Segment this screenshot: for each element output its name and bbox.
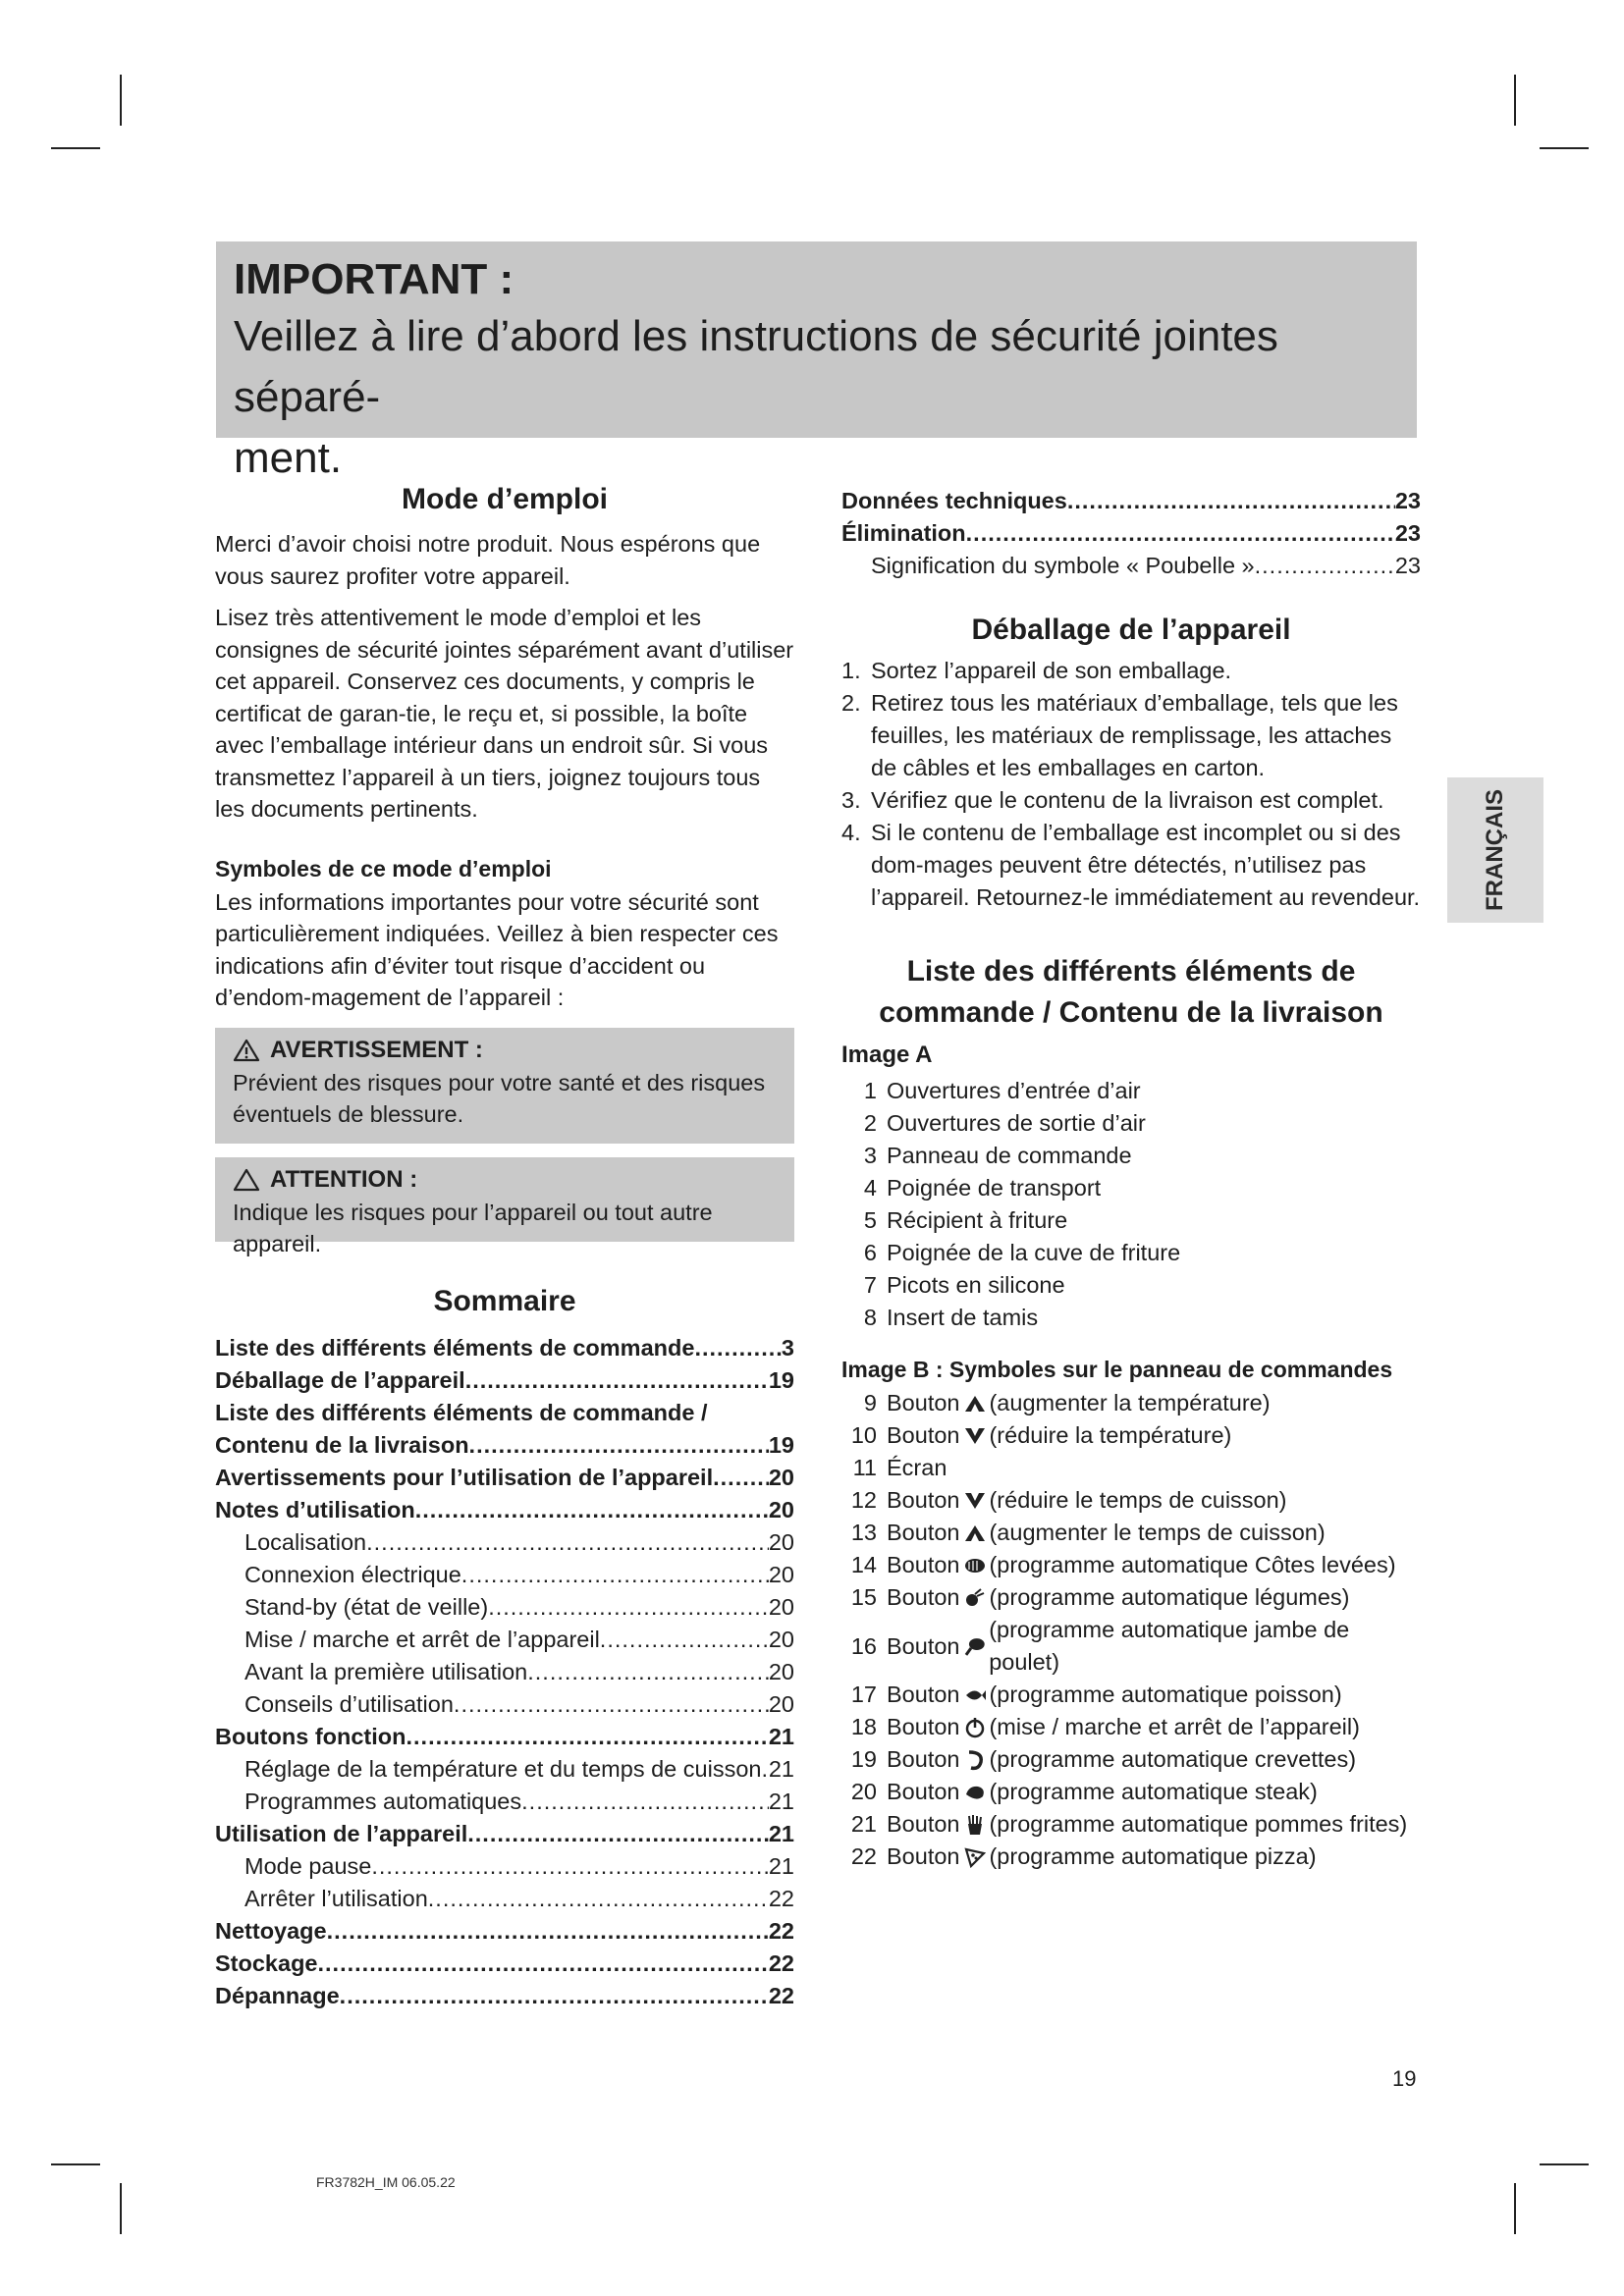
item-prefix: Bouton	[887, 1422, 960, 1448]
image-a-item	[841, 1140, 1421, 1172]
right-column	[841, 485, 1421, 1873]
item-text: (réduire la température)	[989, 1422, 1232, 1448]
item-number: 7	[863, 1272, 877, 1298]
crop-mark	[51, 147, 100, 149]
toc-entry-label: Réglage de la température et du temps de cuisson	[244, 1755, 762, 1782]
crop-mark	[1540, 147, 1589, 149]
item-prefix: Bouton	[887, 1584, 960, 1610]
toc-entry	[215, 1721, 794, 1753]
image-b-item	[841, 1679, 1421, 1711]
item-prefix: Bouton	[887, 1632, 960, 1659]
toc-entry-page: 20	[768, 1690, 794, 1717]
toc-entry-page: 20	[768, 1464, 794, 1490]
item-number: 3	[863, 1143, 877, 1168]
image-a-list	[841, 1075, 1421, 1334]
toc-dot-leader	[713, 1462, 769, 1494]
item-number: 12	[850, 1487, 877, 1513]
image-a-item	[841, 1204, 1421, 1237]
toc-entry-page: 21	[768, 1723, 794, 1749]
image-b-list	[841, 1387, 1421, 1873]
toc-entry-label: Dépannage	[215, 1982, 340, 2008]
toc-entry-label: Notes d’utilisation	[215, 1496, 415, 1522]
toc-dot-leader	[318, 1948, 769, 1980]
toc-entry	[215, 1591, 794, 1624]
toc-dot-leader	[467, 1818, 769, 1850]
item-text: (programme automatique jambe de poulet)	[989, 1617, 1350, 1675]
toc-dot-leader	[966, 517, 1395, 550]
image-a-item	[841, 1075, 1421, 1107]
toc-entry-page: 23	[1394, 488, 1421, 513]
toc-entry-page: 20	[768, 1496, 794, 1522]
item-number: 20	[850, 1779, 877, 1804]
toc-entry	[215, 1559, 794, 1591]
image-a-label: Image A	[841, 1041, 933, 1068]
symbols-paragraph: Les informations importantes pour votre sécurité sont particulièrement indiquées. Veillez à bien respecter ces indications afin d’éviter tout risque d’accident ou d’endom-magement de l’appareil :	[215, 888, 779, 1010]
toc-entry	[215, 1883, 794, 1915]
crop-mark	[120, 2183, 122, 2234]
item-prefix: Bouton	[887, 1811, 960, 1837]
image-b-item	[841, 1452, 1421, 1484]
toc-dot-leader	[1255, 550, 1395, 582]
item-number: 15	[850, 1584, 877, 1610]
toc-entry-label: Liste des différents éléments de commande	[215, 1334, 695, 1361]
arrow-down-icon	[963, 1424, 987, 1448]
arrow-down-icon	[963, 1489, 987, 1513]
item-number: 2	[863, 1110, 877, 1136]
toc-entry	[215, 1397, 794, 1429]
crop-mark	[120, 75, 122, 126]
fries-icon	[963, 1813, 987, 1837]
toc-entry	[215, 1429, 794, 1462]
unpacking-step	[841, 817, 1421, 914]
language-tab-label: FRANÇAIS	[1482, 789, 1508, 911]
item-number: 8	[863, 1305, 877, 1330]
toc-entry	[215, 1915, 794, 1948]
toc-entry	[215, 1364, 794, 1397]
toc-dot-leader	[371, 1850, 769, 1883]
item-number: 6	[863, 1240, 877, 1265]
item-text: (programme automatique pommes frites)	[989, 1811, 1408, 1837]
toc-dot-leader	[465, 1364, 769, 1397]
toc-entry-page: 23	[1394, 520, 1421, 546]
steak-icon	[963, 1781, 987, 1804]
image-b-item	[841, 1841, 1421, 1873]
shrimp-icon	[963, 1748, 987, 1772]
item-prefix: Bouton	[887, 1779, 960, 1804]
symbols-heading: Symboles de ce mode d’emploi	[215, 855, 552, 881]
toc-dot-leader	[415, 1494, 769, 1526]
item-text: (réduire le temps de cuisson)	[989, 1487, 1287, 1513]
item-number: 21	[850, 1811, 877, 1837]
item-number: 16	[850, 1632, 877, 1659]
left-column	[215, 481, 794, 2012]
step-text: Si le contenu de l’emballage est incomplet ou si des dom-mages peuvent être détectés, n’utilisez pas l’appareil. Retournez-le immédiatement au revendeur.	[871, 820, 1421, 910]
important-title: IMPORTANT :	[234, 255, 514, 303]
unpacking-step	[841, 784, 1421, 817]
toc-dot-leader	[366, 1526, 769, 1559]
important-line-1: Veillez à lire d’abord les instructions de sécurité jointes séparé-	[234, 312, 1278, 421]
item-number: 11	[852, 1455, 877, 1480]
item-number: 10	[850, 1422, 877, 1448]
caution-text: Indique les risques pour l’appareil ou tout autre appareil.	[233, 1199, 713, 1256]
toc-entry	[215, 1624, 794, 1656]
item-text: Panneau de commande	[887, 1143, 1132, 1168]
toc-dot-leader	[327, 1915, 769, 1948]
toc-entry-page: 19	[768, 1431, 794, 1458]
toc-entry-label: Boutons fonction	[215, 1723, 406, 1749]
caution-title-row	[233, 1163, 777, 1197]
item-number: 17	[850, 1682, 877, 1707]
important-banner	[216, 241, 1417, 482]
image-b-item	[841, 1581, 1421, 1614]
item-number: 13	[850, 1520, 877, 1545]
item-text: (augmenter le temps de cuisson)	[989, 1520, 1326, 1545]
item-prefix: Bouton	[887, 1520, 960, 1545]
step-text: Retirez tous les matériaux d’emballage, tels que les feuilles, les matériaux de remplissage, les attaches de câbles et les emballages en carton.	[871, 690, 1398, 780]
image-a-item	[841, 1172, 1421, 1204]
toc-entry	[841, 485, 1421, 517]
image-b-item	[841, 1776, 1421, 1808]
toc-entry-label: Localisation	[244, 1528, 367, 1555]
toc-entry-label: Conseils d’utilisation	[244, 1690, 454, 1717]
unpacking-step	[841, 687, 1421, 784]
item-text: Ouvertures d’entrée d’air	[887, 1078, 1141, 1103]
arrow-up-icon	[963, 1522, 987, 1545]
item-prefix: Bouton	[887, 1682, 960, 1707]
warning-box	[215, 1028, 794, 1144]
toc-entry	[841, 517, 1421, 550]
image-b-item	[841, 1549, 1421, 1581]
toc-entry-label: Données techniques	[841, 488, 1067, 513]
toc-entry-label: Déballage de l’appareil	[215, 1366, 465, 1393]
toc-entry-page: 3	[781, 1334, 794, 1361]
warning-text: Prévient des risques pour votre santé et des risques éventuels de blessure.	[233, 1069, 766, 1127]
item-number: 14	[850, 1552, 877, 1577]
toc-entry	[215, 1818, 794, 1850]
step-number: 2.	[841, 690, 861, 716]
mode-emploi-heading: Mode d’emploi	[402, 483, 608, 515]
toc-entry-page: 23	[1394, 553, 1421, 578]
item-prefix: Écran	[887, 1455, 947, 1480]
toc-dot-leader	[454, 1688, 769, 1721]
toc-dot-leader	[761, 1753, 768, 1786]
item-number: 19	[850, 1746, 877, 1772]
image-b-item	[841, 1419, 1421, 1452]
item-number: 9	[863, 1390, 877, 1415]
image-b-item	[841, 1484, 1421, 1517]
crop-mark	[51, 2163, 100, 2165]
item-text: Poignée de transport	[887, 1175, 1102, 1201]
toc-entry-label: Contenu de la livraison	[215, 1431, 469, 1458]
item-text: (programme automatique Côtes levées)	[989, 1552, 1396, 1577]
toc-entry-label: Programmes automatiques	[244, 1788, 522, 1814]
crop-mark	[1514, 75, 1516, 126]
crop-mark	[1514, 2183, 1516, 2234]
sommaire-heading: Sommaire	[433, 1284, 576, 1317]
liste-heading-line-2: commande / Contenu de la livraison	[879, 996, 1383, 1029]
item-text: Récipient à friture	[887, 1207, 1068, 1233]
toc-entry	[215, 1656, 794, 1688]
item-number: 1	[863, 1078, 877, 1103]
footer-document-code: FR3782H_IM 06.05.22	[316, 2174, 456, 2190]
instructions-paragraph: Lisez très attentivement le mode d’emploi et les consignes de sécurité jointes séparément avant d’utiliser cet appareil. Conservez ces documents, y compris le certificat de garan-tie, le reçu et, si possible, la boîte avec l’emballage intérieur dans un endroit sûr. Si vous transmettez l’appareil à un tiers, joignez toujours tous les documents pertinents.	[215, 605, 794, 822]
image-a-item	[841, 1237, 1421, 1269]
toc-entry-page: 21	[768, 1852, 794, 1879]
page-number: 19	[1392, 2066, 1417, 2091]
item-prefix: Bouton	[887, 1843, 960, 1869]
toc-entry	[215, 1462, 794, 1494]
toc-entry-label: Nettoyage	[215, 1917, 327, 1944]
toc-dot-leader	[469, 1429, 769, 1462]
toc-entry	[215, 1753, 794, 1786]
item-prefix: Bouton	[887, 1552, 960, 1577]
toc-dot-leader	[488, 1591, 769, 1624]
item-number: 4	[863, 1175, 877, 1201]
image-b-item	[841, 1808, 1421, 1841]
toc-entry-label: Connexion électrique	[244, 1561, 461, 1587]
item-number: 18	[850, 1714, 877, 1739]
item-text: (augmenter la température)	[989, 1390, 1271, 1415]
step-text: Sortez l’appareil de son emballage.	[871, 658, 1232, 683]
toc-entry-page: 20	[768, 1658, 794, 1684]
item-number: 22	[850, 1843, 877, 1869]
toc-entry-page: 20	[768, 1626, 794, 1652]
item-text: Insert de tamis	[887, 1305, 1039, 1330]
toc-dot-leader	[1067, 485, 1395, 517]
toc-entry-page: 19	[768, 1366, 794, 1393]
toc-entry-label: Liste des différents éléments de commande /	[215, 1399, 708, 1425]
step-number: 1.	[841, 658, 861, 683]
unpacking-step	[841, 655, 1421, 687]
item-text: Poignée de la cuve de friture	[887, 1240, 1181, 1265]
language-tab	[1447, 777, 1543, 923]
toc-entry-page: 22	[768, 1949, 794, 1976]
toc-dot-leader	[694, 1332, 781, 1364]
toc-entry	[215, 1526, 794, 1559]
item-text: (programme automatique légumes)	[989, 1584, 1350, 1610]
caution-triangle-icon	[233, 1168, 260, 1192]
item-number: 5	[863, 1207, 877, 1233]
item-text: (programme automatique steak)	[989, 1779, 1318, 1804]
image-a-item	[841, 1269, 1421, 1302]
toc-dot-leader	[527, 1656, 769, 1688]
pizza-icon	[963, 1845, 987, 1869]
toc-entry	[215, 1786, 794, 1818]
toc-entry-page: 22	[768, 1917, 794, 1944]
toc-entry	[215, 1980, 794, 2012]
arrow-up-icon	[963, 1392, 987, 1415]
toc-entry-page: 20	[768, 1593, 794, 1620]
toc-entry-label: Stand-by (état de veille)	[244, 1593, 489, 1620]
crop-mark	[1540, 2163, 1589, 2165]
power-icon	[963, 1716, 987, 1739]
toc-entry	[215, 1688, 794, 1721]
item-prefix: Bouton	[887, 1487, 960, 1513]
toc-entry-page: 22	[768, 1982, 794, 2008]
step-number: 3.	[841, 787, 861, 813]
fish-icon	[963, 1683, 987, 1707]
toc-entry-label: Mode pause	[244, 1852, 372, 1879]
toc-dot-leader	[340, 1980, 769, 2012]
toc-entry-label: Avant la première utilisation	[244, 1658, 528, 1684]
deballage-heading: Déballage de l’appareil	[971, 614, 1291, 646]
toc-dot-leader	[600, 1624, 769, 1656]
toc-entry-label: Stockage	[215, 1949, 318, 1976]
warning-title: AVERTISSEMENT :	[270, 1036, 483, 1063]
important-line-2: ment.	[234, 434, 343, 482]
caution-title: ATTENTION :	[270, 1165, 418, 1193]
toc-entry-label: Arrêter l’utilisation	[244, 1885, 428, 1911]
item-text: (programme automatique crevettes)	[989, 1746, 1357, 1772]
table-of-contents	[215, 1332, 794, 2012]
toc-entry-label: Mise / marche et arrêt de l’appareil	[244, 1626, 600, 1652]
image-b-item	[841, 1743, 1421, 1776]
image-b-item	[841, 1614, 1421, 1679]
item-text: (programme automatique poisson)	[989, 1682, 1342, 1707]
toc-entry-page: 21	[768, 1755, 794, 1782]
item-text: Ouvertures de sortie d’air	[887, 1110, 1146, 1136]
item-text: (programme automatique pizza)	[989, 1843, 1317, 1869]
image-b-item	[841, 1711, 1421, 1743]
image-b-label: Image B : Symboles sur le panneau de commandes	[841, 1357, 1393, 1382]
toc-entry	[841, 550, 1421, 582]
toc-dot-leader	[406, 1721, 768, 1753]
chicken-leg-icon	[963, 1634, 987, 1658]
toc-entry	[215, 1332, 794, 1364]
caution-box	[215, 1157, 794, 1256]
toc-entry-page: 22	[768, 1885, 794, 1911]
table-of-contents-continued	[841, 485, 1421, 582]
ribs-icon	[963, 1554, 987, 1577]
image-a-item	[841, 1302, 1421, 1334]
toc-entry	[215, 1850, 794, 1883]
item-prefix: Bouton	[887, 1390, 960, 1415]
step-number: 4.	[841, 820, 861, 845]
toc-entry-page: 20	[768, 1528, 794, 1555]
toc-entry-page: 20	[768, 1561, 794, 1587]
toc-entry-label: Utilisation de l’appareil	[215, 1820, 468, 1846]
toc-entry	[215, 1494, 794, 1526]
toc-dot-leader	[428, 1883, 769, 1915]
warning-title-row	[233, 1034, 777, 1067]
vegetables-icon	[963, 1586, 987, 1610]
image-b-item	[841, 1517, 1421, 1549]
unpacking-steps	[841, 655, 1421, 914]
image-b-item	[841, 1387, 1421, 1419]
toc-entry-label: Avertissements pour l’utilisation de l’appareil	[215, 1464, 714, 1490]
item-text: Picots en silicone	[887, 1272, 1065, 1298]
warning-triangle-icon	[233, 1039, 260, 1062]
toc-entry-page: 21	[768, 1820, 794, 1846]
intro-paragraph: Merci d’avoir choisi notre produit. Nous espérons que vous saurez profiter votre appareil.	[215, 531, 761, 589]
toc-entry-label: Élimination	[841, 520, 966, 546]
toc-dot-leader	[521, 1786, 769, 1818]
image-a-item	[841, 1107, 1421, 1140]
item-prefix: Bouton	[887, 1714, 960, 1739]
item-text: (mise / marche et arrêt de l’appareil)	[989, 1714, 1360, 1739]
step-text: Vérifiez que le contenu de la livraison est complet.	[871, 787, 1384, 813]
toc-entry-label: Signification du symbole « Poubelle »	[871, 553, 1255, 578]
toc-entry	[215, 1948, 794, 1980]
liste-heading-line-1: Liste des différents éléments de	[906, 955, 1356, 988]
toc-entry-page: 21	[768, 1788, 794, 1814]
item-prefix: Bouton	[887, 1746, 960, 1772]
toc-dot-leader	[461, 1559, 769, 1591]
